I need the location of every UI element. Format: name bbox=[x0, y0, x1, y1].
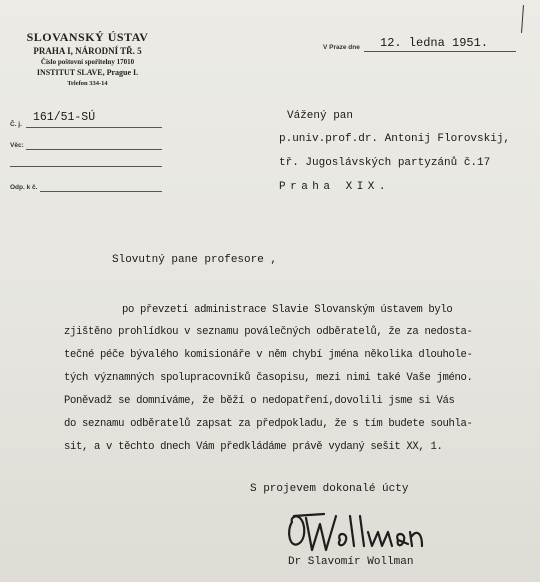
letterhead-phone: Telefon 334-14 bbox=[67, 80, 108, 87]
recipient-city: Praha XIX. bbox=[279, 181, 391, 193]
odp-label: Odp. k č. bbox=[10, 184, 38, 191]
date-label: V Praze dne bbox=[323, 44, 360, 51]
cj-value: 161/51-SÚ bbox=[33, 111, 96, 124]
recipient-name: p.univ.prof.dr. Antonij Florovskij, bbox=[279, 133, 511, 145]
greeting: Slovutný pane profesore , bbox=[112, 254, 278, 266]
odp-underline bbox=[40, 191, 162, 192]
letterhead-institut: INSTITUT SLAVE, Prague I. bbox=[36, 68, 139, 77]
letterhead-address: PRAHA I, NÁRODNÍ TŘ. 5 bbox=[33, 46, 142, 56]
recipient-street: tř. Jugoslávských partyzánů č.17 bbox=[279, 157, 491, 169]
letterhead-postal-account: Číslo poštovní spořitelny 17010 bbox=[40, 58, 135, 66]
body-line-5: Poněvadž se domníváme, že běží o nedopatření,dovolili jsme si Vás bbox=[64, 395, 455, 407]
closing: S projevem dokonalé úcty bbox=[250, 483, 409, 495]
body-line-4: tých významných spolupracovníků časopisu, mezi nimi také Vaše jméno. bbox=[64, 372, 473, 384]
vac-underline-1 bbox=[26, 149, 162, 150]
vac-underline-2 bbox=[10, 166, 162, 167]
vac-label: Věc: bbox=[10, 142, 24, 149]
recipient-salutation: Vážený pan bbox=[287, 110, 354, 122]
body-line-3: tečné péče bývalého komisionáře v něm chybí jména několika dlouhole- bbox=[64, 349, 473, 361]
body-line-1: po převzetí administrace Slavie Slovanským ústavem bylo bbox=[122, 304, 453, 316]
signature-printed: Dr Slavomír Wollman bbox=[288, 556, 414, 568]
letterhead-org-name: SLOVANSKÝ ÚSTAV bbox=[26, 30, 149, 44]
body-line-6: do seznamu odběratelů zapsat za předpokladu, že s tím budete souhla- bbox=[64, 418, 473, 430]
date-value: 12. ledna 1951. bbox=[380, 36, 489, 50]
cj-underline bbox=[26, 127, 162, 128]
body-line-7: sit, a v těchto dnech Vám předkládáme právě vydaný sešit XX, 1. bbox=[64, 441, 443, 453]
margin-mark bbox=[521, 5, 524, 33]
date-underline bbox=[364, 51, 516, 52]
handwritten-signature bbox=[284, 510, 434, 554]
body-line-2: zjištěno prohlídkou v seznamu poválečných odběratelů, že za nedosta- bbox=[64, 326, 473, 338]
cj-label: Č. j. bbox=[10, 121, 22, 128]
